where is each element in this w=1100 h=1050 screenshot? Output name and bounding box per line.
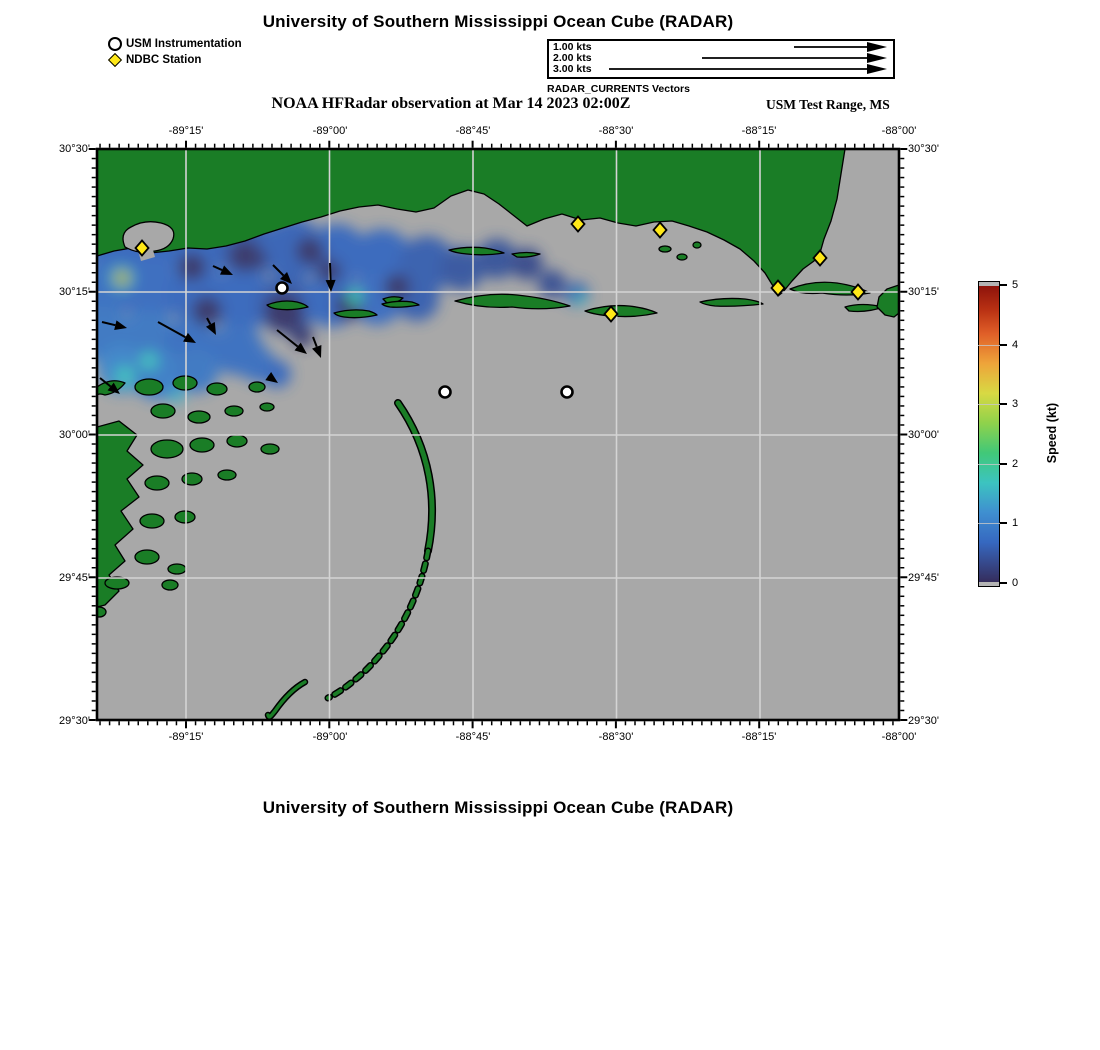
x-axis-tick-label-top: -89°15' <box>168 125 204 137</box>
legend-label: USM Instrumentation <box>126 38 242 50</box>
vector-scale-label: 2.00 kts <box>553 52 592 64</box>
y-axis-tick-label-right: 30°15' <box>908 286 939 298</box>
colorbar-tick-label: 1 <box>1012 517 1019 530</box>
colorbar-tick-label: 4 <box>1012 338 1019 351</box>
colorbar-tick-label: 3 <box>1012 398 1019 411</box>
usm-instrument-marker <box>277 283 288 294</box>
colorbar-tick <box>1000 403 1007 405</box>
legend-item-ndbc <box>108 52 242 68</box>
y-axis-tick-label-right: 29°45' <box>908 572 939 584</box>
colorbar-tick <box>1000 463 1007 465</box>
page-title: University of Southern Mississippi Ocean Cube (RADAR) <box>262 12 734 31</box>
footer-title: University of Southern Mississippi Ocean Cube (RADAR) <box>262 798 734 817</box>
y-axis-tick-label-left: 29°45' <box>59 572 90 584</box>
colorbar-tick <box>1000 582 1007 584</box>
vector-scale-caption: RADAR_CURRENTS Vectors <box>547 83 690 95</box>
colorbar-tick-label: 5 <box>1012 279 1019 291</box>
colorbar-tick-label: 0 <box>1012 577 1019 589</box>
colorbar-cap-bottom <box>979 582 999 586</box>
x-axis-tick-label-top: -88°30' <box>598 125 634 137</box>
colorbar-gradient <box>979 286 999 584</box>
colorbar-axis-label: Speed (kt) <box>1045 402 1059 464</box>
vector-scale-arrows <box>549 41 892 76</box>
circle-icon <box>108 37 122 51</box>
colorbar-gridline <box>978 345 1000 346</box>
usm-instrument-marker <box>440 387 451 398</box>
x-axis-tick-label-bottom: -88°30' <box>598 731 634 743</box>
x-axis-tick-label-top: -89°00' <box>312 125 348 137</box>
y-axis-tick-label-left: 30°00' <box>59 429 90 441</box>
vector-scale-label: 1.00 kts <box>553 41 592 53</box>
observation-subtitle: NOAA HFRadar observation at Mar 14 2023 02:00Z <box>271 95 631 112</box>
vector-scale-box <box>547 39 895 79</box>
colorbar-tick <box>1000 344 1007 346</box>
map-canvas <box>85 137 911 732</box>
y-axis-tick-label-right: 29°30' <box>908 715 939 727</box>
x-axis-tick-label-bottom: -89°00' <box>312 731 348 743</box>
legend-label: NDBC Station <box>126 54 202 66</box>
test-range-label: USM Test Range, MS <box>766 97 890 112</box>
colorbar <box>978 281 1000 587</box>
y-axis-tick-label-right: 30°00' <box>908 429 939 441</box>
usm-instrument-marker <box>562 387 573 398</box>
legend-item-usm <box>108 36 242 52</box>
colorbar-gridline <box>978 464 1000 465</box>
colorbar-tick <box>1000 284 1007 286</box>
y-axis-tick-label-left: 30°15' <box>59 286 90 298</box>
diamond-icon <box>108 53 122 67</box>
x-axis-tick-label-top: -88°00' <box>881 125 917 137</box>
colorbar-gridline <box>978 404 1000 405</box>
x-axis-tick-label-bottom: -88°45' <box>455 731 491 743</box>
colorbar-tick-label: 2 <box>1012 457 1019 470</box>
map-svg <box>85 137 911 732</box>
x-axis-tick-label-bottom: -88°00' <box>881 731 917 743</box>
y-axis-tick-label-left: 29°30' <box>59 715 90 727</box>
x-axis-tick-label-bottom: -89°15' <box>168 731 204 743</box>
x-axis-tick-label-top: -88°45' <box>455 125 491 137</box>
x-axis-tick-label-top: -88°15' <box>741 125 777 137</box>
y-axis-tick-label-right: 30°30' <box>908 143 939 155</box>
vector-scale-label: 3.00 kts <box>553 63 592 75</box>
y-axis-tick-label-left: 30°30' <box>59 143 90 155</box>
colorbar-tick <box>1000 522 1007 524</box>
x-axis-tick-label-bottom: -88°15' <box>741 731 777 743</box>
colorbar-gridline <box>978 523 1000 524</box>
map-legend <box>108 36 242 68</box>
